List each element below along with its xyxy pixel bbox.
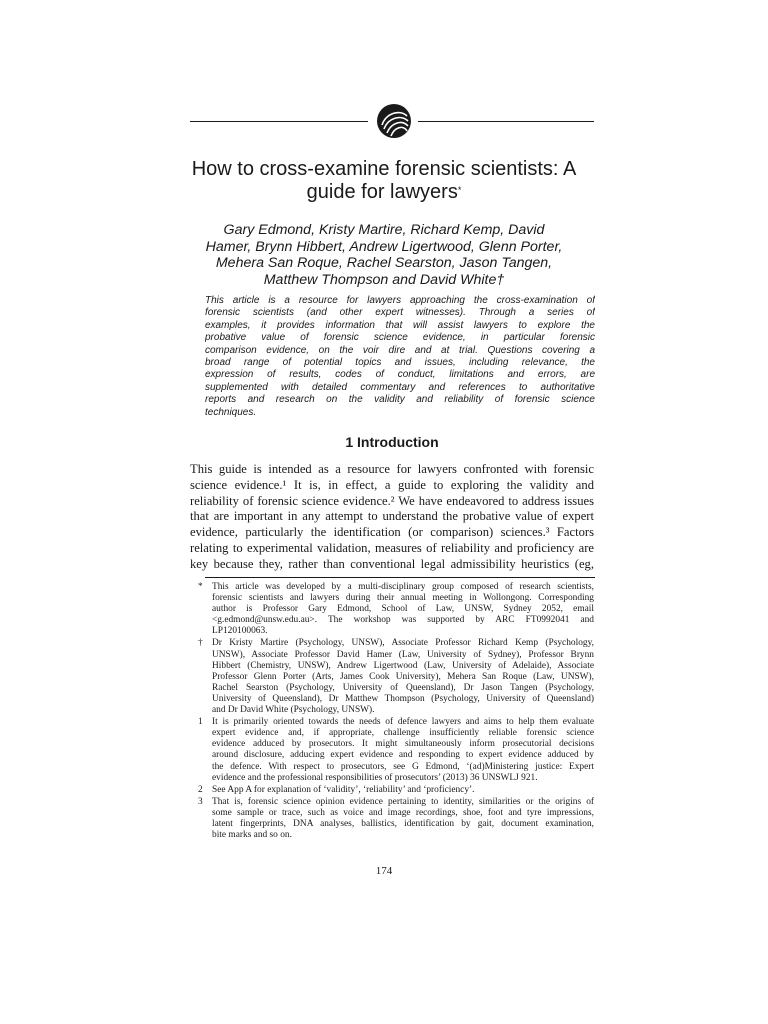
title-line-2-text: guide for lawyers — [306, 181, 458, 203]
footnote-mark: † — [198, 638, 203, 649]
publisher-logo-icon — [376, 103, 412, 139]
article-title — [150, 158, 618, 204]
footnote-line: evidence and the professional responsibilities of prosecutors’ (2013) 36 UNSWLJ 921. — [212, 772, 538, 783]
footnote-line: author is Professor Gary Edmond, School of Law, UNSW, Sydney 2052, email — [212, 604, 594, 615]
footnote-mark: 3 — [198, 796, 203, 807]
title-line-2 — [150, 181, 618, 204]
author-line: Hamer, Brynn Hibbert, Andrew Ligertwood, Glenn Porter, — [205, 238, 563, 255]
footnote-line: University of Queensland), Dr Matthew Thompson (Psychology, University of Queensland) — [212, 693, 594, 704]
body-text — [190, 462, 594, 573]
abstract-line: examples, it provides information that will assist lawyers to explore the — [205, 319, 595, 331]
abstract-line: comparison evidence, on the voir dire and at trial. Questions covering a — [205, 344, 595, 356]
footnote-2 — [190, 785, 594, 796]
footnote-line: forensic scientists and lawyers during their annual meeting in Wollongong. Corresponding — [212, 593, 594, 604]
footnote-line: It is primarily oriented towards the needs of defence lawyers and aims to help them evaluate — [212, 717, 594, 728]
footnote-line: Dr Kristy Martire (Psychology, UNSW), Associate Professor Richard Kemp (Psychology, — [212, 638, 594, 649]
abstract-line: techniques. — [205, 406, 257, 418]
footnote-line: This article was developed by a multi-disciplinary group composed of research scientists, — [212, 582, 594, 592]
abstract-line: broad range of potential topics and issues, including relevance, the — [205, 357, 595, 369]
title-footnote-marker: * — [457, 185, 462, 195]
footnote-mark: * — [198, 582, 203, 592]
abstract-line: probative value of forensic science evidence, in particular forensic — [205, 332, 595, 344]
body-line: evidence, particularly the identification (or comparison) sciences.³ Factors — [190, 525, 594, 540]
body-line: that are important in any attempt to understand the probative value of expert — [190, 509, 594, 524]
header-rule-left — [190, 121, 368, 122]
abstract-line: supplemented with detailed commentary and references to authoritative — [205, 381, 595, 393]
body-line: science evidence.¹ It is, in effect, a guide to exploring the validity and — [190, 477, 594, 492]
abstract-line: reports and research on the validity and reliability of forensic science — [205, 394, 595, 406]
footnote-line: That is, forensic science opinion evidence pertaining to identity, similarities or the origins of — [212, 796, 594, 807]
body-line: reliability of forensic science evidence.² We have endeavored to address issues — [190, 493, 594, 508]
author-line: Matthew Thompson and David White† — [263, 271, 505, 288]
footnote-line: See App A for explanation of ‘validity’, ‘reliability’ and ‘proficiency’. — [212, 784, 475, 795]
author-line: Mehera San Roque, Rachel Searston, Jason Tangen, — [215, 255, 553, 271]
footnote-dagger — [190, 638, 594, 716]
footnote-line: some sample or trace, such as voice and image recordings, shoe, foot and tyre impressions, — [212, 807, 594, 818]
footnote-line: <g.edmond@unsw.edu.au>. The workshop was supported by ARC FT0992041 and — [212, 615, 594, 626]
footnote-line: around disclosure, adducing expert evidence and responding to expert evidence adduced by — [212, 750, 594, 761]
footnote-line: Professor Glenn Porter (Arts, James Cook University), Mehera San Roque (Law, UNSW), — [212, 671, 594, 682]
author-list — [180, 222, 588, 288]
abstract-line: expression of results, codes of conduct, limitations and errors, are — [205, 369, 595, 381]
footnote-star — [190, 582, 594, 637]
body-line: This guide is intended as a resource for lawyers confronted with forensic — [190, 462, 594, 476]
abstract-line: This article is a resource for lawyers approaching the cross-examination of — [205, 295, 595, 306]
body-line: relating to experimental validation, measures of reliability and proficiency are — [190, 540, 594, 555]
footnote-line: expert evidence and, if appropriate, challenge insufficiently reliable forensic science — [212, 728, 594, 739]
footnote-line: UNSW), Associate Professor David Hamer (Law, University of Sydney), Professor Brynn — [212, 649, 594, 660]
author-line: Gary Edmond, Kristy Martire, Richard Kemp, David — [223, 222, 545, 238]
footnote-line: bite marks and so on. — [212, 830, 292, 841]
footnote-3 — [190, 797, 594, 841]
footnotes — [190, 582, 594, 842]
footnote-1 — [190, 717, 594, 784]
footnote-line: the defence. With respect to prosecutors, see G Edmond, ‘(ad)Ministering justice: Expert — [212, 761, 594, 772]
footnote-line: LP120100063. — [212, 626, 268, 637]
footnote-line: and Dr David White (Psychology, UNSW). — [212, 705, 375, 716]
footnote-line: latent fingerprints, DNA analyses, ballistics, identification by gait, document examination, — [212, 818, 594, 829]
footnote-line: Rachel Searston (Psychology, University of Queensland), Dr Jason Tangen (Psychology, — [212, 682, 594, 693]
title-line-1: How to cross-examine forensic scientists: A — [191, 158, 577, 180]
footnote-line: Hibbert (Chemistry, UNSW), Andrew Ligertwood (Law, University of Adelaide), Associate — [212, 660, 594, 671]
header-rule-right — [418, 121, 594, 122]
section-heading: 1 Introduction — [345, 434, 439, 450]
page-number: 174 — [375, 865, 393, 877]
abstract-line: forensic scientists (and other expert witnesses). Through a series of — [205, 307, 595, 319]
body-line: key because they, rather than conventional legal admissibility heuristics (eg, — [190, 556, 594, 571]
footnote-line: evidence adduced by prosecutors. It might simultaneously inform prosecutorial decisions — [212, 739, 594, 750]
abstract — [205, 295, 595, 419]
footnote-separator — [205, 577, 595, 578]
footnote-mark: 1 — [198, 717, 203, 728]
footnote-mark: 2 — [198, 784, 203, 795]
